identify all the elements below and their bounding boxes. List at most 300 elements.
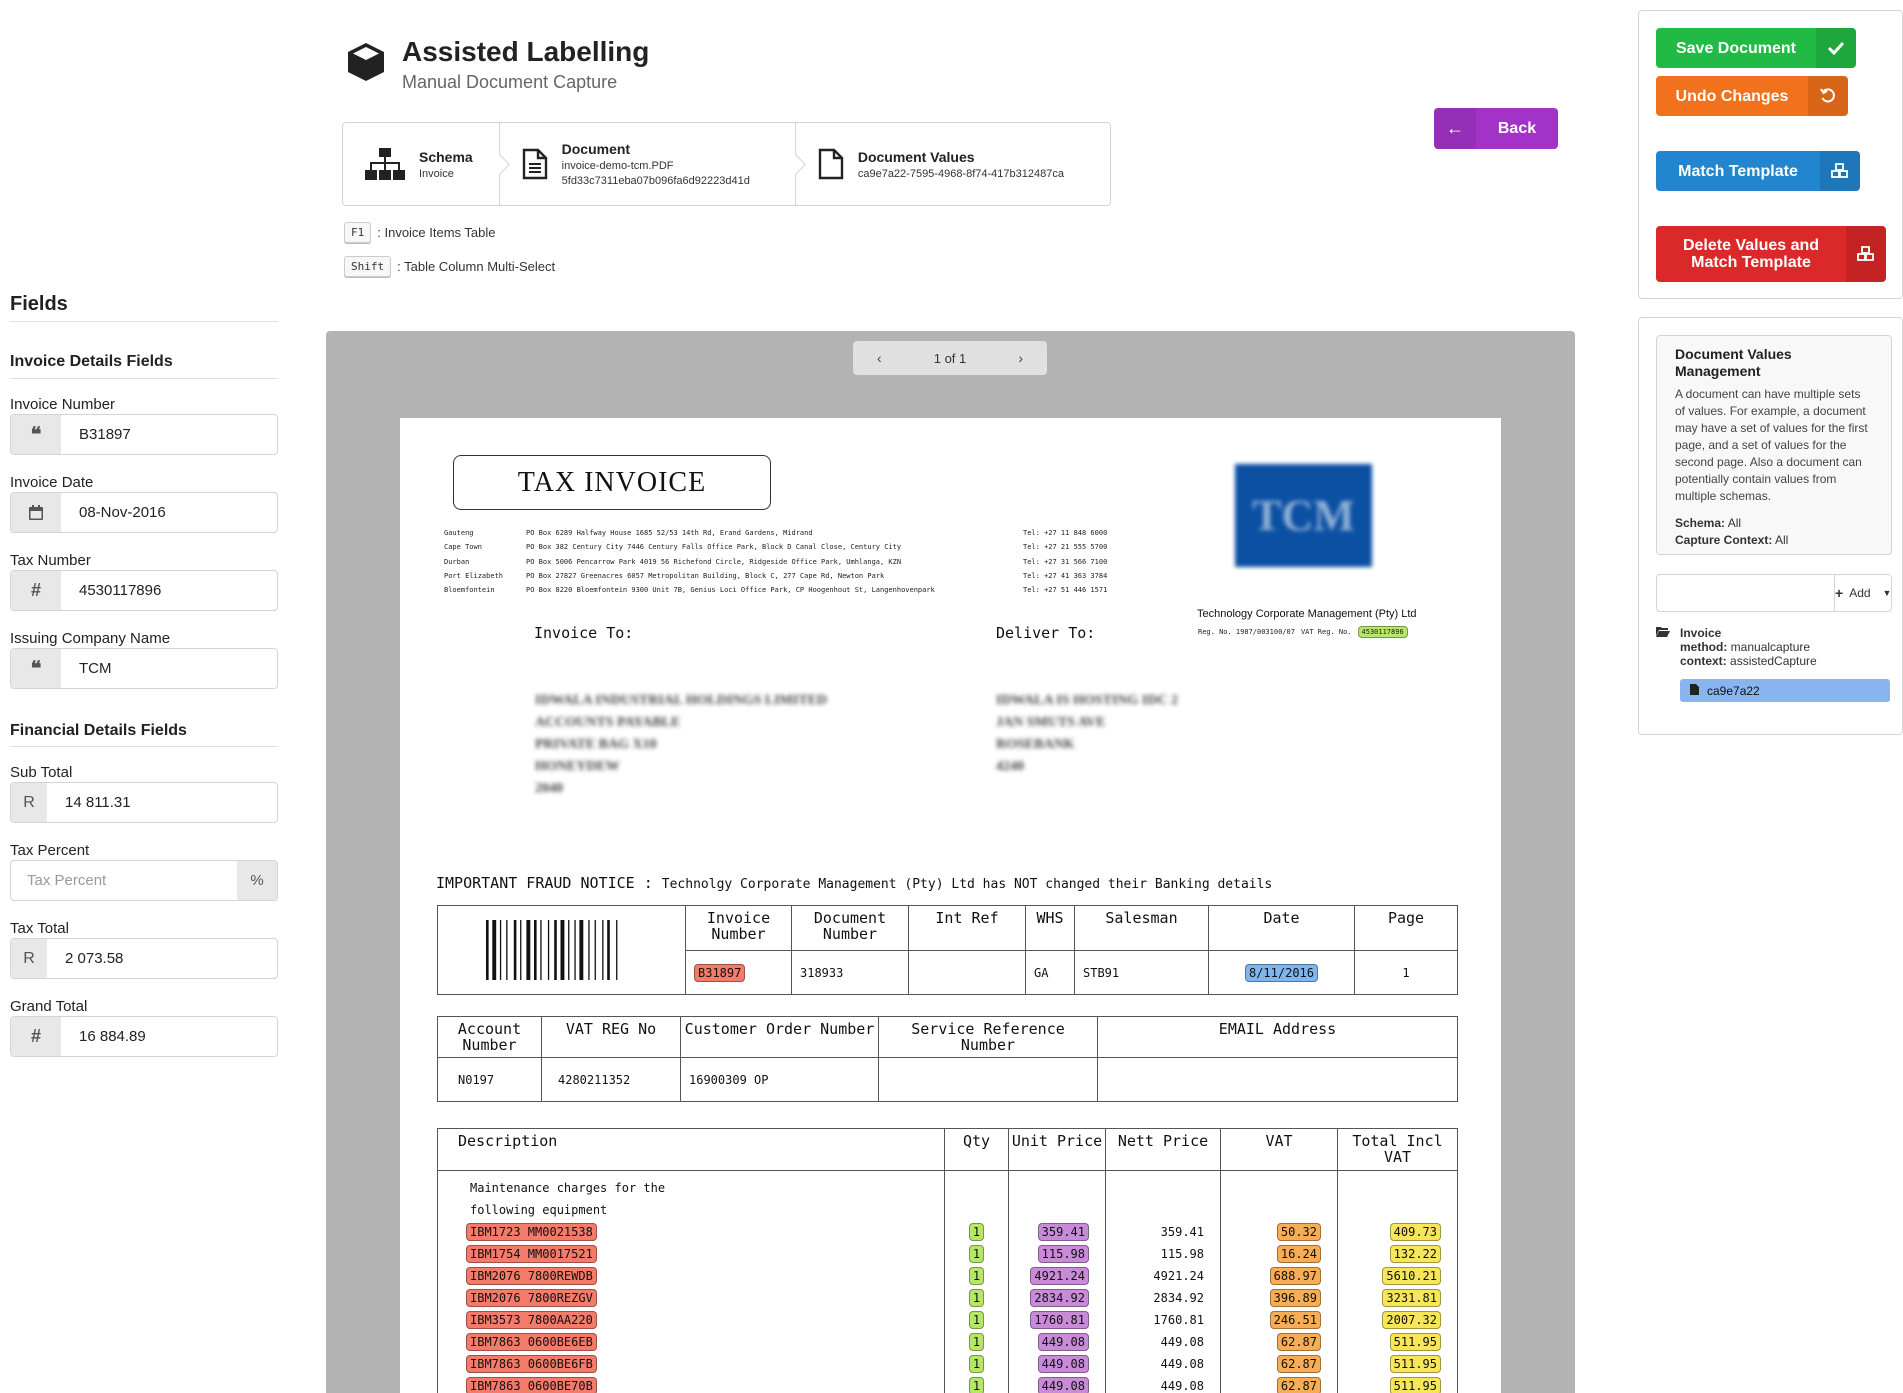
barcode-bar [540, 920, 541, 980]
branch-tel: Tel: +27 41 363 3784 [1023, 571, 1108, 580]
invoice-number-field[interactable] [10, 414, 278, 455]
divider [10, 321, 278, 322]
step-document-filename: invoice-demo-tcm.PDF [561, 160, 674, 172]
tree-method-value: manualcapture [1730, 640, 1811, 654]
step-schema-title: Schema [419, 148, 473, 165]
arrow-left-icon: ← [1434, 108, 1476, 149]
document-values-info [1656, 335, 1892, 555]
item-total[interactable]: 3231.81 [1382, 1289, 1441, 1307]
item-nett-price: 359.41 [1160, 1225, 1204, 1239]
page-title: Assisted Labelling [402, 36, 650, 67]
barcode-bar [568, 920, 569, 980]
branch-row [444, 526, 1107, 540]
item-description[interactable]: IBM2076 7800REWDB [466, 1267, 597, 1285]
item-total[interactable]: 5610.21 [1382, 1267, 1441, 1285]
item-total-row [1346, 1265, 1449, 1287]
th-total-incl-vat: Total Incl VAT [1338, 1129, 1458, 1171]
deliver-to-label: Deliver To: [996, 624, 1096, 642]
prev-page-icon[interactable]: ‹ [877, 350, 882, 366]
col-qty [945, 1171, 1009, 1393]
item-vat[interactable]: 246.51 [1270, 1311, 1321, 1329]
th-document-number: Document Number [792, 906, 909, 951]
item-vat-row [1229, 1309, 1329, 1331]
th-vat-reg-no: VAT REG No [542, 1017, 681, 1058]
th-invoice-number: Invoice Number [686, 906, 792, 951]
item-nett-price: 2834.92 [1153, 1291, 1204, 1305]
item-total[interactable]: 511.95 [1390, 1355, 1441, 1373]
item-qty[interactable]: 1 [969, 1377, 984, 1393]
branch-row [444, 583, 1107, 597]
item-description-row [442, 1287, 936, 1309]
col-nett-price [1106, 1171, 1221, 1393]
barcode-bar [616, 920, 617, 980]
invoice-number-label: Invoice Number [10, 396, 116, 413]
address-line: ACCOUNTS PAYABLE [535, 715, 681, 730]
item-description-row [442, 1243, 936, 1265]
tree-context-label: context: [1680, 654, 1727, 668]
item-total-row [1346, 1221, 1449, 1243]
cubes-icon [1820, 151, 1860, 191]
address-line: IDWALA IS HOSTING IDC 2 [996, 693, 1179, 708]
description-intro [446, 1173, 936, 1221]
fraud-label: IMPORTANT FRAUD NOTICE : [436, 874, 653, 892]
barcode-bar [492, 920, 496, 980]
item-vat-row [1229, 1243, 1329, 1265]
sub-total-field[interactable] [10, 782, 278, 823]
tax-number-field[interactable] [10, 570, 278, 611]
page-indicator: 1 of 1 [933, 350, 967, 366]
item-description[interactable]: IBM1723 MM0021538 [466, 1223, 597, 1241]
item-unit-price-row [1017, 1243, 1097, 1265]
branch-row [444, 569, 1107, 583]
item-total[interactable]: 132.22 [1390, 1245, 1441, 1263]
labelled-invoice-date[interactable]: 8/11/2016 [1245, 964, 1318, 982]
branch-tel: Tel: +27 11 848 6000 [1023, 529, 1108, 537]
caret-down-icon: ▼ [1882, 588, 1892, 598]
item-total[interactable]: 2007.32 [1382, 1311, 1441, 1329]
info-title: Document Values Management [1675, 346, 1792, 379]
barcode-bar [506, 920, 507, 980]
th-description: Description [438, 1129, 945, 1171]
sitemap-icon [365, 147, 405, 181]
item-vat-row [1229, 1287, 1329, 1309]
schema-label: Schema: [1675, 516, 1726, 530]
branch-address: PO Box 5006 Pencarrow Park 4019 56 Richefond Circle, Ridgeside Office Park, Umhlanga, KZN [526, 557, 902, 566]
back-label: Back [1497, 119, 1537, 137]
item-unit-price-row [1017, 1331, 1097, 1353]
th-nett-price: Nett Price [1106, 1129, 1221, 1171]
tax-number-label: Tax Number [10, 552, 91, 569]
item-description-row [442, 1375, 936, 1393]
step-schema-desc: Invoice [419, 167, 454, 180]
back-button[interactable] [1434, 108, 1558, 149]
new-values-input[interactable] [1657, 575, 1835, 611]
quote-icon: ❝ [11, 649, 61, 688]
file-icon [1690, 684, 1699, 698]
line-items-table [437, 1128, 1458, 1393]
invoice-date-field[interactable] [10, 492, 278, 533]
match-label: Match Template [1678, 162, 1798, 180]
item-vat[interactable]: 396.89 [1270, 1289, 1321, 1307]
add-values-row [1656, 574, 1892, 612]
item-vat-row [1229, 1375, 1329, 1393]
branch-city: Gauteng [444, 529, 474, 537]
item-description[interactable]: IBM7863 0600BE6FB [466, 1355, 597, 1373]
item-description[interactable]: IBM2076 7800REZGV [466, 1289, 597, 1307]
barcode-bar [554, 920, 557, 980]
item-vat[interactable]: 62.87 [1277, 1333, 1321, 1351]
next-page-icon[interactable]: › [1018, 350, 1023, 366]
item-qty-row [953, 1221, 1000, 1243]
item-qty-row [953, 1287, 1000, 1309]
hashtag-icon: # [11, 571, 61, 610]
barcode-bar [534, 920, 537, 980]
item-description[interactable]: IBM7863 0600BE6EB [466, 1333, 597, 1351]
address-line: HONEYDEW [535, 759, 620, 774]
cell-service-reference [879, 1058, 1098, 1102]
shortcut-hint-shift [344, 256, 555, 277]
cube-icon [344, 40, 388, 84]
barcode-bar [594, 920, 595, 980]
item-vat[interactable]: 62.87 [1277, 1355, 1321, 1373]
undo-label: Undo Changes [1675, 87, 1789, 105]
cell-email-address [1098, 1058, 1458, 1102]
item-nett-price: 449.08 [1160, 1357, 1204, 1371]
divider [10, 746, 278, 747]
item-description-row [442, 1353, 936, 1375]
item-unit-price[interactable]: 449.08 [1038, 1377, 1089, 1393]
match-template-button[interactable] [1656, 151, 1860, 191]
branch-city: Bloemfontein [444, 586, 495, 595]
item-total-row [1346, 1353, 1449, 1375]
item-qty[interactable]: 1 [969, 1311, 984, 1329]
vat-reg-label: VAT Reg. No. [1300, 628, 1352, 636]
item-qty-row [953, 1243, 1000, 1265]
item-unit-price[interactable]: 1760.81 [1030, 1311, 1089, 1329]
grand-total-field[interactable] [10, 1016, 278, 1057]
branch-city: Durban [444, 557, 470, 566]
barcode-bar [513, 920, 516, 980]
item-vat[interactable]: 688.97 [1270, 1267, 1321, 1285]
cell-int-ref [909, 951, 1026, 995]
issuing-company-field[interactable] [10, 648, 278, 689]
item-unit-price[interactable]: 2834.92 [1030, 1289, 1089, 1307]
th-email-address: EMAIL Address [1098, 1017, 1458, 1058]
item-vat[interactable]: 16.24 [1277, 1245, 1321, 1263]
hint-shift-text: : Table Column Multi-Select [397, 259, 556, 274]
company-name: Technology Corporate Management (Pty) Ltd [1197, 608, 1417, 620]
item-nett-price: 4921.24 [1153, 1269, 1204, 1283]
account-table [437, 1016, 1458, 1102]
barcode-icon [446, 908, 677, 992]
labelled-tax-number[interactable]: 4530117896 [1358, 626, 1408, 638]
document-values-item[interactable] [1680, 679, 1890, 702]
branch-tel: Tel: +27 51 446 1571 [1023, 586, 1108, 595]
item-qty-row [953, 1353, 1000, 1375]
barcode-cell [438, 906, 686, 995]
item-total-row [1346, 1375, 1449, 1393]
col-description [438, 1171, 945, 1393]
barcode-bar [579, 920, 583, 980]
th-account-number: Account Number [438, 1017, 542, 1058]
branch-row [444, 555, 1107, 569]
item-total-row [1346, 1287, 1449, 1309]
description-intro-line: Maintenance charges for the [470, 1181, 666, 1195]
step-document-hash: 5fd33c7311eba07b096fa6d92223d41d [561, 175, 750, 187]
barcode-bar [560, 920, 564, 980]
context-value: All [1775, 533, 1789, 547]
cell-date [1209, 951, 1355, 995]
item-qty-row [953, 1375, 1000, 1393]
branch-tel: Tel: +27 21 555 5700 [1023, 543, 1108, 552]
branch-address: PO Box 8220 Bloemfontein 9300 Unit 7B, Genius Loci Office Park, CP Hoogenhout St, Langenhovenpark [526, 586, 935, 595]
item-unit-price[interactable]: 115.98 [1038, 1245, 1089, 1263]
checkmark-icon [1816, 28, 1856, 68]
item-description-row [442, 1309, 936, 1331]
add-dropdown-button[interactable] [1835, 575, 1891, 611]
quote-icon: ❝ [11, 415, 61, 454]
item-qty-row [953, 1331, 1000, 1353]
invoice-date-value: 08-Nov-2016 [79, 504, 166, 521]
branch-row [444, 540, 1107, 554]
cell-document-number: 318933 [792, 951, 909, 995]
item-description-row [442, 1331, 936, 1353]
page-navigator [853, 341, 1047, 375]
barcode-bar [588, 920, 589, 980]
th-qty: Qty [945, 1129, 1009, 1171]
company-logo: TCM [1235, 464, 1372, 567]
item-unit-price[interactable]: 359.41 [1038, 1223, 1089, 1241]
item-nett-price-row [1114, 1375, 1212, 1393]
address-line: ROSEBANK [996, 737, 1075, 752]
item-unit-price[interactable]: 449.08 [1038, 1333, 1089, 1351]
branch-address: PO Box 382 Century City 7446 Century Falls Office Park, Block D Canal Close, Century City [526, 543, 902, 552]
file-text-icon [522, 148, 548, 180]
issuing-company-value: TCM [79, 660, 112, 677]
tax-percent-field[interactable] [10, 860, 278, 901]
cell-page: 1 [1355, 951, 1458, 995]
item-vat-row [1229, 1265, 1329, 1287]
plus-icon: + [1835, 585, 1844, 601]
sub-total-label: Sub Total [10, 764, 73, 781]
item-total-row [1346, 1243, 1449, 1265]
item-qty-row [953, 1309, 1000, 1331]
undo-icon [1808, 76, 1848, 116]
th-service-reference-number: Service Reference Number [879, 1017, 1098, 1058]
address-line: 2040 [535, 781, 563, 796]
barcode-bar [607, 920, 610, 980]
invoice-number-value: B31897 [79, 426, 131, 443]
th-page: Page [1355, 906, 1458, 951]
invoice-date-label: Invoice Date [10, 474, 94, 491]
item-nett-price-row [1114, 1221, 1212, 1243]
item-unit-price-row [1017, 1375, 1097, 1393]
item-nett-price-row [1114, 1243, 1212, 1265]
invoice-details-heading: Invoice Details Fields [10, 353, 173, 370]
add-label: Add [1849, 586, 1871, 600]
info-text: A document can have multiple sets of values. For example, a document may have a set of values for the first page, and a set of values for the second page. Also a document can potentially contain values from multiple schemas. [1675, 387, 1868, 503]
item-description[interactable]: IBM3573 7800AA220 [466, 1311, 597, 1329]
barcode-bar [520, 920, 521, 980]
col-vat [1221, 1171, 1338, 1393]
item-nett-price-row [1114, 1309, 1212, 1331]
reg-number: Reg. No. 1987/003100/07 [1198, 628, 1295, 636]
branch-addresses [444, 526, 1107, 597]
item-description[interactable]: IBM1754 MM0017521 [466, 1245, 597, 1263]
info-meta [1675, 515, 1873, 549]
item-description-row [442, 1221, 936, 1243]
fraud-text: Technolgy Corporate Management (Pty) Ltd has NOT changed their Banking details [661, 877, 1273, 892]
item-unit-price[interactable]: 4921.24 [1030, 1267, 1089, 1285]
item-nett-price-row [1114, 1331, 1212, 1353]
item-qty[interactable]: 1 [969, 1355, 984, 1373]
kbd-f1: F1 [344, 222, 371, 243]
item-vat-row [1229, 1221, 1329, 1243]
item-description[interactable]: IBM7863 0600BE70B [466, 1377, 597, 1393]
branch-tel: Tel: +27 31 566 7100 [1023, 557, 1108, 566]
cell-vat-reg-no: 4280211352 [542, 1058, 681, 1102]
item-unit-price[interactable]: 449.08 [1038, 1355, 1089, 1373]
item-qty[interactable]: 1 [969, 1267, 984, 1285]
item-nett-price-row [1114, 1353, 1212, 1375]
item-nett-price: 1760.81 [1153, 1313, 1204, 1327]
delete-values-match-template-button[interactable] [1656, 226, 1886, 282]
cell-customer-order-number: 16900309 OP [681, 1058, 879, 1102]
step-values-id: ca9e7a22-7595-4968-8f74-417b312487ca [857, 167, 1064, 180]
tax-invoice-heading: TAX INVOICE [453, 455, 771, 510]
step-document-title: Document [561, 141, 631, 157]
document-values-id: ca9e7a22 [1707, 683, 1760, 698]
item-qty[interactable]: 1 [969, 1245, 984, 1263]
description-intro-line: following equipment [470, 1203, 608, 1217]
th-int-ref: Int Ref [909, 906, 1026, 951]
step-document-values[interactable] [796, 123, 1110, 205]
folder-open-icon [1656, 626, 1670, 668]
currency-prefix: R [11, 783, 47, 822]
barcode-bar [526, 920, 530, 980]
branch-city: Cape Town [444, 543, 482, 552]
item-qty[interactable]: 1 [969, 1223, 984, 1241]
item-total-row [1346, 1309, 1449, 1331]
item-vat[interactable]: 50.32 [1277, 1223, 1321, 1241]
capture-steps [342, 122, 1111, 206]
context-label: Capture Context: [1675, 533, 1773, 547]
invoice-to-label: Invoice To: [534, 624, 634, 642]
save-document-button[interactable] [1656, 28, 1856, 68]
values-tree [1656, 626, 1817, 668]
item-nett-price: 115.98 [1160, 1247, 1204, 1261]
item-total[interactable]: 511.95 [1390, 1333, 1441, 1351]
step-document[interactable] [500, 123, 796, 205]
address-line: PRIVATE BAG X10 [535, 737, 657, 752]
item-nett-price-row [1114, 1265, 1212, 1287]
item-nett-price: 449.08 [1160, 1335, 1204, 1349]
th-vat: VAT [1221, 1129, 1338, 1171]
item-total[interactable]: 511.95 [1390, 1377, 1441, 1393]
branch-address: PO Box 27827 Greenacres 6057 Metropolitan Building, Block C, 277 Cape Rd, Newton Park [526, 571, 885, 580]
undo-changes-button[interactable] [1656, 76, 1848, 116]
invoice-address [535, 690, 827, 800]
step-values-title: Document Values [857, 148, 975, 165]
item-vat-row [1229, 1353, 1329, 1375]
save-label: Save Document [1675, 39, 1797, 57]
item-total[interactable]: 409.73 [1390, 1223, 1441, 1241]
item-qty-row [953, 1265, 1000, 1287]
cell-account-number: N0197 [438, 1058, 542, 1102]
currency-prefix: R [11, 939, 47, 978]
barcode-bar [499, 920, 500, 980]
kbd-shift: Shift [344, 256, 391, 277]
item-unit-price-row [1017, 1221, 1097, 1243]
invoice-header-table [437, 905, 1458, 995]
page-subtitle: Manual Document Capture [402, 72, 618, 92]
delete-label-line2: Match Template [1691, 254, 1811, 271]
tax-total-value: 2 073.58 [65, 950, 124, 967]
tax-percent-placeholder: Tax Percent [27, 872, 107, 889]
th-whs: WHS [1026, 906, 1075, 951]
tax-total-field[interactable] [10, 938, 278, 979]
address-line: IDWALA INDUSTRIAL HOLDINGS LIMITED [535, 693, 828, 708]
branch-city: Port Elizabeth [444, 571, 504, 580]
barcode-bar [602, 920, 603, 980]
hashtag-icon: # [11, 1017, 61, 1056]
cell-invoice-number [686, 951, 792, 995]
percent-suffix: % [237, 861, 277, 900]
address-line: JAN SMUTS AVE [996, 715, 1106, 730]
barcode-bar [547, 920, 548, 980]
item-unit-price-row [1017, 1287, 1097, 1309]
th-salesman: Salesman [1075, 906, 1209, 951]
item-qty[interactable]: 1 [969, 1333, 984, 1351]
hint-f1-text: : Invoice Items Table [377, 225, 496, 240]
tree-schema-name: Invoice [1680, 626, 1722, 640]
th-unit-price: Unit Price [1009, 1129, 1106, 1171]
col-unit-price [1009, 1171, 1106, 1393]
sub-total-value: 14 811.31 [65, 794, 131, 811]
item-nett-price: 449.08 [1160, 1379, 1204, 1393]
divider [10, 378, 278, 379]
item-unit-price-row [1017, 1265, 1097, 1287]
item-description-row [442, 1265, 936, 1287]
tree-method-label: method: [1680, 640, 1728, 654]
shortcut-hint-f1 [344, 222, 496, 243]
branch-address: PO Box 6289 Halfway House 1685 52/53 14th Rd, Erand Gardens, Midrand [526, 529, 813, 537]
tree-context-value: assistedCapture [1730, 654, 1817, 668]
item-qty[interactable]: 1 [969, 1289, 984, 1307]
delete-label-line1: Delete Values and [1682, 237, 1820, 254]
cell-salesman: STB91 [1075, 951, 1209, 995]
schema-value: All [1727, 516, 1742, 530]
barcode-bar [574, 920, 575, 980]
delete-label [1656, 237, 1846, 271]
item-vat[interactable]: 62.87 [1277, 1377, 1321, 1393]
barcode-bar [486, 920, 489, 980]
cell-whs: GA [1026, 951, 1075, 995]
cubes-icon [1846, 226, 1886, 282]
registration-line [1198, 626, 1408, 638]
item-unit-price-row [1017, 1353, 1097, 1375]
address-line: 4240 [996, 759, 1024, 774]
tax-percent-label: Tax Percent [10, 842, 90, 859]
fraud-notice [436, 874, 1272, 892]
file-icon [818, 148, 844, 180]
step-schema[interactable] [343, 123, 500, 205]
col-total [1338, 1171, 1458, 1393]
invoice-page[interactable] [400, 418, 1501, 1393]
calendar-icon [11, 493, 61, 532]
labelled-invoice-number[interactable]: B31897 [694, 964, 745, 982]
th-customer-order-number: Customer Order Number [681, 1017, 879, 1058]
